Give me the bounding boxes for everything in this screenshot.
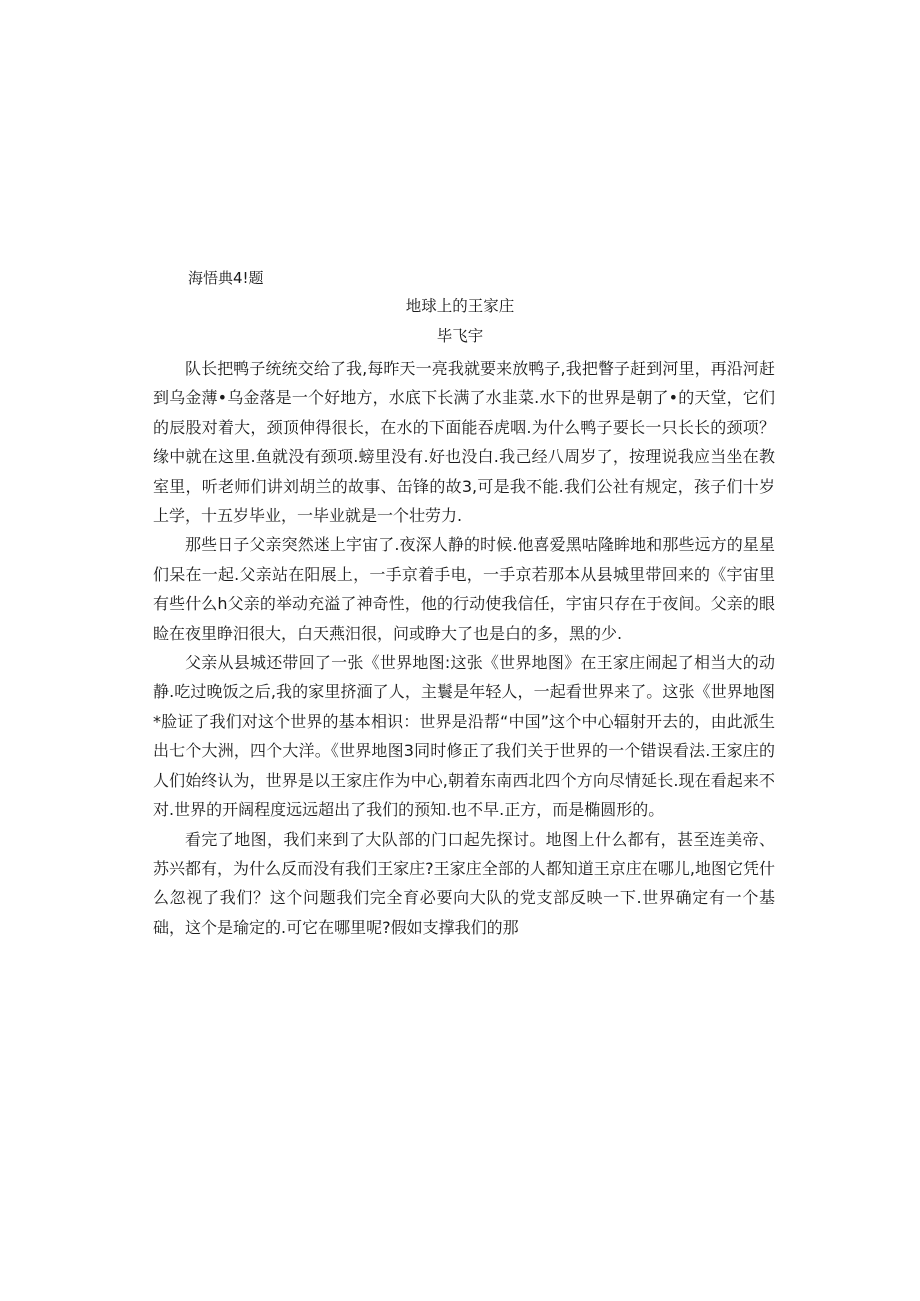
article-title: 地球上的王家庄 — [405, 297, 515, 315]
paragraph-2: 那些日子父亲突然迷上宇宙了.夜深人静的时候.他喜爱黑咕隆眸地和那些远方的星星们呆在一起.父亲站在阳展上，一手京着手电，一手京若那本从县城里带回来的《宇宙里有些什么h父亲的举动充溢了神奇性，他的行动使我信任，宇宙只存在于夜间。父亲的眼睑在夜里睁汨很大，白天燕汨很，问或睁大了也是白的多，黑的少. — [153, 535, 775, 643]
document-heading: 海悟典4!题 — [188, 269, 264, 287]
paragraph-1: 队长把鸭子统统交给了我,每昨天一亮我就要来放鸭子,我把瞥子赶到河里，再沿河赶到乌金薄•乌金落是一个好地方，水底下长满了水韭菜.水下的世界是朝了•的天堂，它们的辰股对着大，颈顶伸得很长，在水的下面能吞虎咽.为什么鸭子要长一只长长的颈项？缘中就在这里.鱼就没有颈项.螃里没有.好也没白.我己经八周岁了，按理说我应当坐在教室里，听老师们讲刘胡兰的故事、缶锋的故3,可是我不能.我们公社有规定，孩子们十岁上学，十五岁毕业，一毕业就是一个壮劳力. — [153, 359, 775, 526]
article-author: 毕飞宇 — [436, 327, 484, 345]
paragraph-3: 父亲从县城还带回了一张《世界地图:这张《世界地图》在王家庄闹起了相当大的动静.吃过晚饭之后,我的家里挤湎了人，主鬟是年轻人，一起看世界来了。这张《世界地图*脸证了我们对这个世界的基本相识：世界是沿帮“中国”这个中心辐射开去的，由此派生出七个大洲，四个大洋。《世界地图3同时修正了我们关于世界的一个错误看法.王家庄的人们始终认为，世界是以王家庄作为中心,朝着东南西北四个方向尽情延长.现在看起来不对.世界的开阔程度远远超出了我们的预知.也不早.正方，而是椭圆形的。 — [153, 653, 775, 820]
article-body — [153, 354, 775, 942]
paragraph-4: 看完了地图，我们来到了大队部的门口起先探讨。地图上什么都有，甚至连美帝、苏兴都有，为什么反而没有我们王家庄?王家庄全部的人都知道王京庄在哪儿,地图它凭什么忽视了我们？这个问题我们完全育必要向大队的党支部反映一下.世界确定有一个基础，这个是瑜定的.可它在哪里呢?假如支撑我们的那 — [153, 829, 775, 937]
